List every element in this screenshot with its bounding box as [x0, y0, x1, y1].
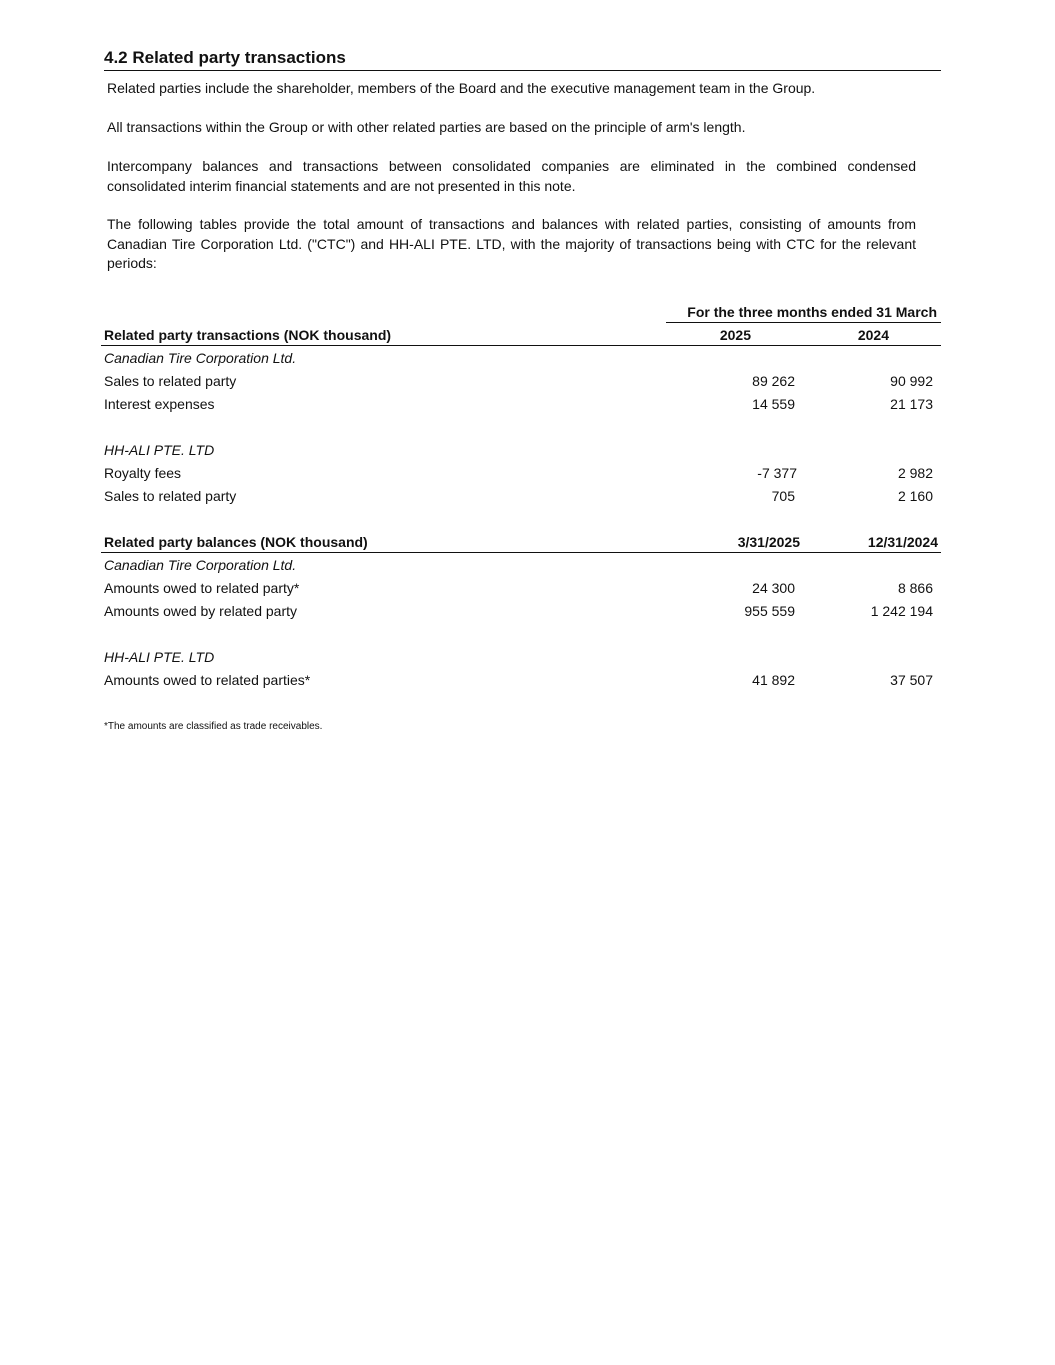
balances-header-rule — [101, 552, 941, 553]
transactions-header-row — [104, 325, 941, 345]
paragraph-related-parties: Related parties include the shareholder, members of the Board and the executive management team in the Group. — [107, 80, 816, 96]
col-header-12-31-2024: 12/31/2024 — [867, 534, 938, 550]
group-label: Canadian Tire Corporation Ltd. — [104, 350, 297, 366]
table-row: Sales to related party 89 262 90 992 — [104, 373, 933, 389]
paragraph-arms-length: All transactions within the Group or with other related parties are based on the principle of arm's length. — [107, 119, 746, 135]
col-header-3-31-2025: 3/31/2025 — [737, 534, 800, 550]
balances-table-title: Related party balances (NOK thousand) — [104, 534, 368, 550]
table-row: Royalty fees -7 377 2 982 — [104, 465, 933, 481]
transactions-table-title: Related party transactions (NOK thousand) — [104, 327, 392, 343]
period-header: For the three months ended 31 March — [666, 302, 941, 323]
section-title: 4.2 Related party transactions — [104, 47, 941, 71]
group-label: Canadian Tire Corporation Ltd. — [104, 557, 297, 573]
footnote: *The amounts are classified as trade receivables. — [104, 721, 323, 732]
col-header-2025: 2025 — [719, 327, 751, 343]
table-row: Interest expenses 14 559 21 173 — [104, 396, 933, 412]
table-row: Sales to related party 705 2 160 — [104, 488, 933, 504]
group-label: HH-ALI PTE. LTD — [104, 649, 215, 665]
paragraph-tables-intro: The following tables provide the total amount of transactions and balances with related parties, consisting of amounts from Canadian Tire Corporation Ltd. ("CTC") and HH-ALI PTE. LTD, with the majority of transactions being with CTC for the relevant periods: — [107, 216, 916, 271]
transactions-header-rule — [101, 345, 941, 346]
balances-header-row — [104, 532, 941, 552]
table-row: Amounts owed by related party 955 559 1 242 194 — [104, 603, 933, 619]
group-label: HH-ALI PTE. LTD — [104, 442, 215, 458]
paragraph-intercompany: Intercompany balances and transactions between consolidated companies are eliminated in the combined condensed consolidated interim financial statements and are not presented in this note. — [107, 158, 916, 194]
table-row: Amounts owed to related party* 24 300 8 866 — [104, 580, 933, 596]
col-header-2024: 2024 — [857, 327, 889, 343]
table-row: Amounts owed to related parties* 41 892 37 507 — [104, 672, 933, 688]
